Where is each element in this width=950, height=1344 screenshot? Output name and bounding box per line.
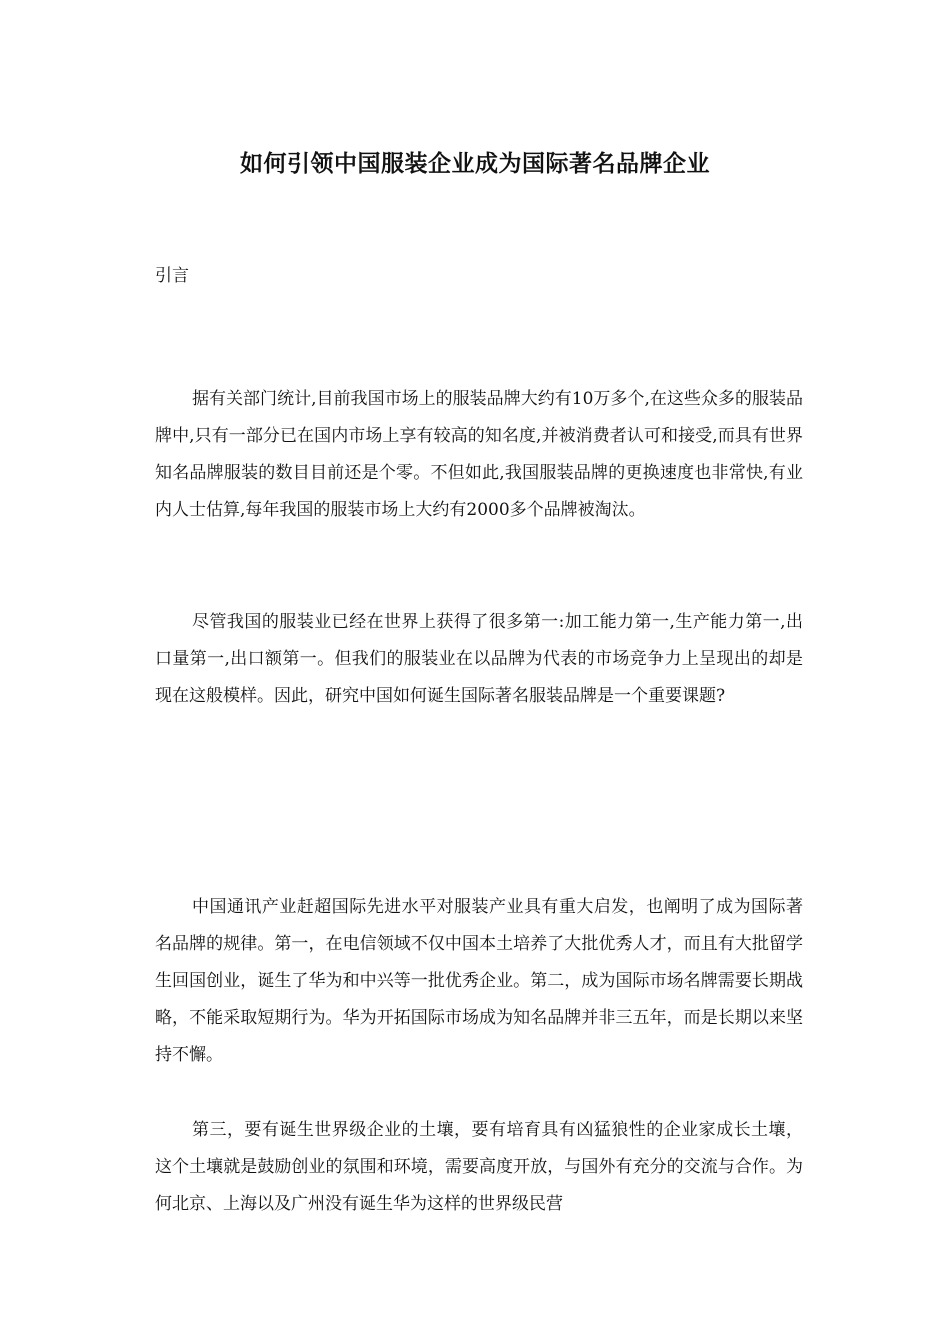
paragraph-1: 据有关部门统计,目前我国市场上的服装品牌大约有10万多个,在这些众多的服装品牌中,只有一部分已在国内市场上享有较高的知名度,并被消费者认可和接受,而具有世界知名品牌服装的数目目前还是个零。不但如此,我国服装品牌的更换速度也非常快,有业内人士估算,每年我国的服装市场上大约有2000多个品牌被淘汰。 — [155, 389, 803, 520]
paragraph-2: 尽管我国的服装业已经在世界上获得了很多第一:加工能力第一,生产能力第一,出口量第一,出口额第一。但我们的服装业在以品牌为代表的市场竞争力上呈现出的却是现在这般模样。因此，研究中国如何诞生国际著名服装品牌是一个重要课题? — [155, 612, 803, 706]
paragraph-4: 第三，要有诞生世界级企业的土壤，要有培育具有凶猛狼性的企业家成长土壤，这个土壤就是鼓励创业的氛围和环境，需要高度开放，与国外有充分的交流与合作。为何北京、上海以及广州没有诞生华为这样的世界级民营 — [155, 1120, 803, 1214]
paragraph-3: 中国通讯产业赶超国际先进水平对服装产业具有重大启发，也阐明了成为国际著名品牌的规律。第一，在电信领域不仅中国本土培养了大批优秀人才，而且有大批留学生回国创业，诞生了华为和中兴等一批优秀企业。第二，成为国际市场名牌需要长期战略，不能采取短期行为。华为开拓国际市场成为知名品牌并非三五年，而是长期以来坚持不懈。 — [155, 897, 803, 1065]
section-heading-introduction: 引言 — [155, 266, 189, 286]
document-title: 如何引领中国服装企业成为国际著名品牌企业 — [240, 150, 710, 177]
